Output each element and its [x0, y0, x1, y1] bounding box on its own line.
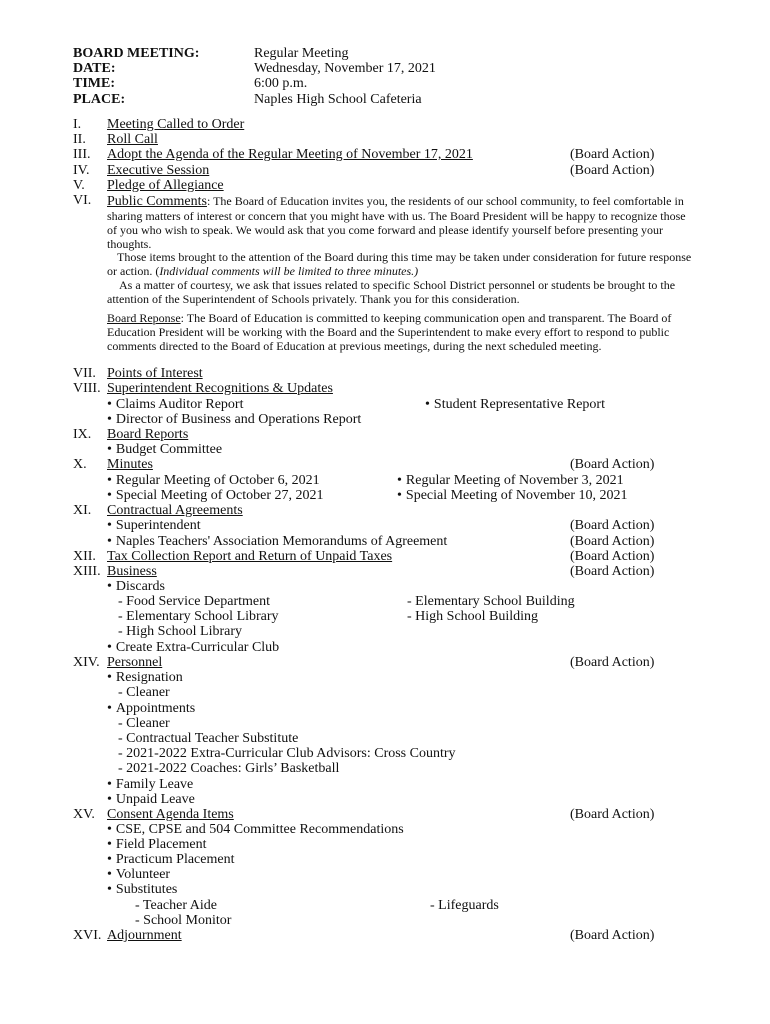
list-item: • Practicum Placement [107, 852, 234, 867]
item-title-personnel: Personnel [107, 655, 163, 670]
item-number: IV. [73, 163, 90, 178]
item-title-pledge: Pledge of Allegiance [107, 178, 224, 193]
item-title-tax-collection: Tax Collection Report and Return of Unpaid Taxes [107, 549, 393, 564]
board-action-label: (Board Action) [570, 163, 655, 178]
place-value: Naples High School Cafeteria [254, 92, 422, 107]
item-number: VI. [73, 193, 92, 208]
item-number: VII. [73, 366, 96, 381]
item-title-points-of-interest: Points of Interest [107, 366, 203, 381]
item-title-executive-session: Executive Session [107, 163, 210, 178]
item-number: V. [73, 178, 85, 193]
item-title-adopt-agenda: Adopt the Agenda of the Regular Meeting of November 17, 2021 [107, 147, 473, 162]
list-item: • Volunteer [107, 867, 170, 882]
list-item: • Appointments [107, 701, 195, 716]
sub-item: - Teacher Aide [135, 898, 217, 913]
place-label: PLACE: [73, 92, 126, 107]
list-item: • Discards [107, 579, 165, 594]
public-comments-paragraph-2: Those items brought to the attention of the Board during this time may be taken under consideration for future response or action. (Individual comments will be limited to three minutes.) [107, 250, 692, 278]
time-label: TIME: [73, 76, 115, 91]
item-number: X. [73, 457, 87, 472]
list-item: • Unpaid Leave [107, 792, 195, 807]
list-item: • Naples Teachers' Association Memorandums of Agreement [107, 534, 447, 549]
list-item: • Claims Auditor Report [107, 397, 243, 412]
list-item: • Director of Business and Operations Report [107, 412, 361, 427]
board-meeting-label: BOARD MEETING: [73, 46, 200, 61]
item-number: XVI. [73, 928, 102, 943]
list-item: • Student Representative Report [425, 397, 605, 412]
sub-item: - Cleaner [118, 685, 170, 700]
item-title-adjournment: Adjournment [107, 928, 182, 943]
public-comments-paragraph: Public Comments: The Board of Education invites you, the residents of our school community, to feel comfortable in sharing matters of interest or concern that you might have with us. The Board President will be happy to recognize those of you who wish to speak. We would ask that you come forward and please identify yourself before presenting your thoughts. [107, 194, 686, 251]
time-value: 6:00 p.m. [254, 76, 308, 91]
item-title-business: Business [107, 564, 157, 579]
board-action-label: (Board Action) [570, 457, 655, 472]
item-number: XII. [73, 549, 96, 564]
list-item: • Resignation [107, 670, 183, 685]
board-action-label: (Board Action) [570, 564, 655, 579]
sub-item: - Elementary School Building [407, 594, 575, 609]
item-number: III. [73, 147, 91, 162]
item-number: IX. [73, 427, 92, 442]
item-title-roll-call: Roll Call [107, 132, 158, 147]
sub-item: - Lifeguards [430, 898, 499, 913]
list-item: • Family Leave [107, 777, 193, 792]
date-label: DATE: [73, 61, 116, 76]
board-response-paragraph: Board Reponse: The Board of Education is committed to keeping communication open and transparent. The Board of Education President will be working with the Board and the Superintendent to make every effort to respond to public comments directed to the Board of Education at previous meetings, during the next scheduled meeting. [107, 311, 672, 353]
item-number: VIII. [73, 381, 101, 396]
board-action-label: (Board Action) [570, 807, 655, 822]
board-action-label: (Board Action) [570, 655, 655, 670]
sub-item: - High School Library [118, 624, 243, 639]
item-number: XI. [73, 503, 92, 518]
sub-item: - 2021-2022 Coaches: Girls’ Basketball [118, 761, 340, 776]
board-action-label: (Board Action) [570, 518, 655, 533]
public-comments-paragraph-3: As a matter of courtesy, we ask that issues related to specific School District personnel or students be brought to the attention of the Superintendent of Schools privately. Thank you for this consideration. [107, 278, 676, 306]
board-action-label: (Board Action) [570, 534, 655, 549]
list-item: • Substitutes [107, 882, 177, 897]
board-meeting-value: Regular Meeting [254, 46, 349, 61]
list-item: • Regular Meeting of November 3, 2021 [397, 473, 624, 488]
board-action-label: (Board Action) [570, 147, 655, 162]
sub-item: - Contractual Teacher Substitute [118, 731, 299, 746]
item-number: XV. [73, 807, 95, 822]
sub-item: - High School Building [407, 609, 539, 624]
sub-item: - Cleaner [118, 716, 170, 731]
item-title-contractual-agreements: Contractual Agreements [107, 503, 243, 518]
item-title-superintendent-recognitions: Superintendent Recognitions & Updates [107, 381, 333, 396]
item-title-minutes: Minutes [107, 457, 153, 472]
board-action-label: (Board Action) [570, 928, 655, 943]
item-number: XIV. [73, 655, 100, 670]
item-number: I. [73, 117, 82, 132]
item-number: XIII. [73, 564, 101, 579]
sub-item: - Food Service Department [118, 594, 271, 609]
sub-item: - Elementary School Library [118, 609, 279, 624]
item-title-public-comments: Public Comments [107, 194, 207, 209]
board-action-label: (Board Action) [570, 549, 655, 564]
item-number: II. [73, 132, 86, 147]
list-item: • Field Placement [107, 837, 207, 852]
list-item: • Regular Meeting of October 6, 2021 [107, 473, 320, 488]
sub-item: - School Monitor [135, 913, 232, 928]
list-item: • Superintendent [107, 518, 201, 533]
item-title-consent-agenda: Consent Agenda Items [107, 807, 234, 822]
board-response-title: Board Reponse [107, 311, 181, 325]
list-item: • Special Meeting of November 10, 2021 [397, 488, 628, 503]
list-item: • Special Meeting of October 27, 2021 [107, 488, 324, 503]
list-item: • Create Extra-Curricular Club [107, 640, 279, 655]
item-title-call-to-order: Meeting Called to Order [107, 117, 245, 132]
item-title-board-reports: Board Reports [107, 427, 189, 442]
list-item: • CSE, CPSE and 504 Committee Recommendations [107, 822, 404, 837]
list-item: • Budget Committee [107, 442, 222, 457]
sub-item: - 2021-2022 Extra-Curricular Club Advisors: Cross Country [118, 746, 456, 761]
date-value: Wednesday, November 17, 2021 [254, 61, 436, 76]
